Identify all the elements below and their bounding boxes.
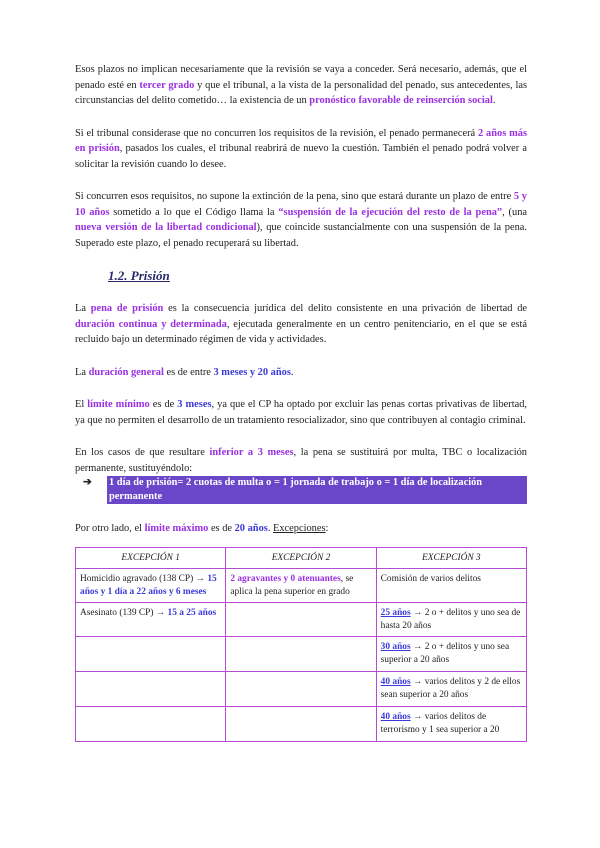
highlight-duracion: duración continua y determinada <box>75 318 227 330</box>
cell-25-anos: 25 años → 2 o + delitos y uno sea de hasta 20 años <box>376 603 526 637</box>
cell-40-anos-a: 40 años → varios delitos y 2 de ellos sean superior a 20 años <box>376 672 526 707</box>
highlight-2-anos: 2 años más en prisión <box>75 127 528 154</box>
exceptions-table <box>75 547 527 743</box>
highlight-limite-maximo: límite máximo <box>144 523 209 534</box>
cell-30-anos: 30 años → 2 o + delitos y uno sea superior a 20 años <box>376 637 526 672</box>
paragraph-limite-minimo: El límite mínimo es de 3 meses, ya que el CP ha optado por excluir las penas cortas privativas de libertad, ya que no permiten el desarrollo de un tratamiento resocializador, sino que contribuyen al contagio criminal. <box>75 399 528 426</box>
excepciones-link-text: Excepciones <box>273 523 326 534</box>
cell-homicidio: Homicidio agravado (138 CP) → 15 años y 1 día a 22 años y 6 meses <box>76 569 226 603</box>
highlight-tercer-grado: tercer grado <box>139 79 195 91</box>
paragraph-requirements-not-met: Si el tribunal considerase que no concurren los requisitos de la revisión, el penado permanecerá 2 años más en prisión, pasados los cuales, el tribunal reabrirá de nuevo la cuestión. También el penado podrá volver a solicitar la revisión cuando lo desee. <box>75 127 528 170</box>
highlight-duracion-general: duración general <box>88 366 164 378</box>
conversion-banner: 1 día de prisión= 2 cuotas de multa o = 1 jornada de trabajo o = 1 día de localización permanente <box>107 476 527 504</box>
highlight-pena-prision: pena de prisión <box>90 303 164 314</box>
highlight-5-10-anos: 5 y 10 años <box>75 191 527 218</box>
conversion-bullet <box>83 476 527 504</box>
paragraph-limite-maximo: Por otro lado, el límite máximo es de 20 años. Excepciones: <box>75 523 329 534</box>
document-page <box>75 62 527 742</box>
table-row <box>76 603 527 637</box>
paragraph-duracion-general: La duración general es de entre 3 meses y 20 años. <box>75 366 294 378</box>
cell-asesinato: Asesinato (139 CP) → 15 a 25 años <box>76 603 226 637</box>
paragraph-inferior-3-meses: En los casos de que resultare inferior a 3 meses, la pena se sustituirá por multa, TBC o localización permanente, sustituyéndolo: <box>75 447 527 474</box>
table-row <box>76 707 527 742</box>
table-row <box>76 569 527 603</box>
header-excepcion-3: EXCEPCIÓN 3 <box>376 547 526 569</box>
highlight-libertad-condicional: nueva versión de la libertad condicional <box>75 222 257 233</box>
table-row <box>76 637 527 672</box>
highlight-inferior-3-meses: inferior a 3 meses <box>209 447 294 458</box>
header-excepcion-1: EXCEPCIÓN 1 <box>76 547 226 569</box>
highlight-3-meses: 3 meses <box>177 399 212 410</box>
cell-empty <box>226 672 376 707</box>
cell-empty <box>76 637 226 672</box>
cell-empty <box>76 672 226 707</box>
highlight-limite-minimo: límite mínimo <box>87 399 150 410</box>
cell-agravantes: 2 agravantes y 0 atenuantes, se aplica la pena superior en grado <box>226 569 376 603</box>
cell-comision: Comisión de varios delitos <box>376 569 526 603</box>
table-header-row <box>76 547 527 569</box>
header-excepcion-2: EXCEPCIÓN 2 <box>226 547 376 569</box>
cell-empty <box>226 603 376 637</box>
cell-empty <box>76 707 226 742</box>
highlight-suspension: “suspensión de la ejecución del resto de la pena” <box>278 206 503 218</box>
cell-40-anos-b: 40 años → varios delitos de terrorismo y 1 sea superior a 20 <box>376 707 526 742</box>
cell-empty <box>226 707 376 742</box>
cell-empty <box>226 637 376 672</box>
paragraph-requirements-met: Si concurren esos requisitos, no supone la extinción de la pena, sino que estará durante un plazo de entre 5 y 10 años sometido a lo que el Código llama la “suspensión de la ejecución del resto de la pena”, (una nueva versión de la libertad condicional), que coincide sustancialmente con una suspensión de la pena. Superado este plazo, el penado recuperará su libertad. <box>75 191 528 249</box>
arrow-right-icon: ➔ <box>83 477 92 488</box>
paragraph-pena-prision: La pena de prisión es la consecuencia jurídica del delito consistente en una privación de libertad de duración continua y determinada, ejecutada generalmente en un centro penitenciario, en el que se está recluido bajo un determinado régimen de vida y actividades. <box>75 303 528 345</box>
table-row <box>76 672 527 707</box>
paragraph-revision-requirements: Esos plazos no implican necesariamente que la revisión se vaya a conceder. Será necesario, además, que el penado esté en tercer grado y que el tribunal, a la vista de la personalidad del penado, sus antecedentes, las circunstancias del delito cometido… la existencia de un pronóstico favorable de reinserción social. <box>75 64 528 106</box>
highlight-pronostico: pronóstico favorable de reinserción social <box>309 95 493 106</box>
highlight-3-meses-20-anos: 3 meses y 20 años <box>213 366 291 378</box>
section-heading-prision: 1.2. Prisión <box>108 268 170 283</box>
highlight-20-anos: 20 años <box>234 523 268 534</box>
